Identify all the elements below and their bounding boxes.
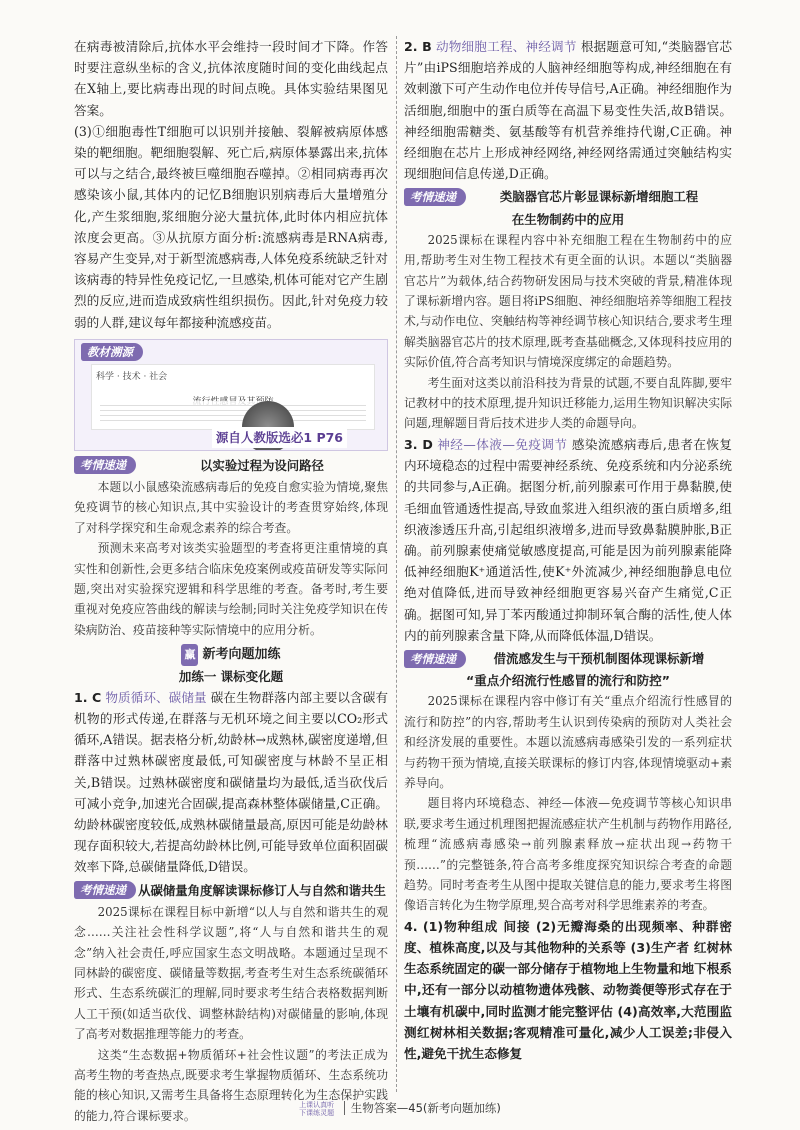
textbook-page-header: 科学 · 技术 · 社会: [96, 371, 168, 382]
question-2: [404, 36, 732, 184]
textbook-source-tag: 教材溯源: [81, 343, 143, 361]
textbook-page-image: [91, 364, 375, 430]
page-number: 生物答案—45(新考向题加练): [344, 1101, 501, 1115]
footer-logo-line1: 上课认真听: [299, 1100, 335, 1109]
question-1-text: 碳在生物群落内部主要以含碳有机物的形式传递,在群落与无机环境之间主要以CO₂形式循环,A错误。据表格分析,幼龄林→成熟林,碳密度递增,但群落中过熟林碳密度最低,可知碳密度与林龄不呈正相关,B错误。过熟林碳密度和碳储量均为最低,适当砍伐后可减小竞争,加速光合固碳,提高森林整体碳储量,C正确。幼龄林碳密度较低,成熟林碳储量最高,原因可能是幼龄林现存面积较大,若提高幼龄林比例,可能导致单位面积固碳效率下降,总碳储量降低,D错误。: [74, 689, 388, 875]
insight2-paragraph-2: 这类“生态数据+物质循环+社会性议题”的考法正成为高考生物的考查热点,既要求考生掌握物质循环、生态系统功能的核心知识,又需考生具备将生态原理转化为生态保护实践的能力,符合课标要求。: [74, 1047, 388, 1123]
insight3-title-line1: 类脑器官芯片彰显课标新增细胞工程: [499, 189, 699, 205]
question-4: [404, 916, 732, 1064]
insight2-header: [74, 880, 388, 901]
question-3: [404, 434, 732, 646]
insight4-paragraph-2: 题目将内环境稳态、神经—体液—免疫调节等核心知识串联,要求考生通过机理图把握流感症状产生机制与药物作用路径,梳理“流感病毒感染→前列腺素释放→症状出现→药物干预……”的完整链条,符合高考多维度探究知识综合考查的命题趋势。同时考查考生从图中提取关键信息的能力,要求考生将图像语言转化为生物学原理,契合高考对科学思维素养的考查。: [404, 796, 732, 913]
footer-logo: [299, 1101, 334, 1117]
insight3-paragraph-1: 2025课标在课程内容中补充细胞工程在生物制药中的应用,帮助考生对生物工程技术有更全面的认识。本题以“类脑器官芯片”为载体,结合药物研发困局与技术突破的背景,精准体现了课标新增内容。题目将iPS细胞、神经细胞培养等细胞工程技术,与动作电位、突触结构等神经调节核心知识结合,要求考生理解类脑器官芯片的技术原理,既考查基础概念,又体现科技应用的实际价值,符合高考知识与情境深度绑定的命题趋势。: [404, 232, 732, 370]
question-3-keywords: 神经—体液—免疫调节: [437, 436, 568, 452]
insight4-paragraph-1: 2025课标在课程内容中修订有关“重点介绍流行性感冒的流行和防控”的内容,帮助考生认识到传染病的预防对人类社会和经济发展的重要性。本题以流感病毒感染引发的一系列症状与药物干预为情境,直接关联课标的修订内容,体现情境驱动+素养导向。: [404, 694, 732, 790]
right-column: [404, 36, 732, 1064]
subsection-title: 加练一 课标变化题: [178, 668, 284, 684]
question-4-number: 4.: [404, 918, 418, 934]
textbook-page-text-lines: [100, 401, 366, 425]
insight4-tag: 考情速递: [404, 650, 466, 668]
question-1-keywords: 物质循环、碳储量: [105, 689, 207, 705]
textbook-source-box: [74, 339, 388, 451]
question-1: [74, 687, 388, 878]
question-3-text: 感染流感病毒后,患者在恢复内环境稳态的过程中需要神经系统、免疫系统和内分泌系统的共同参与,A正确。据图分析,前列腺素可作用于鼻黏膜,使毛细血管通透性提高,导致血浆进入组织液的蛋白质增多,组织液渗透压升高,引起组织液增多,进而导致鼻黏膜肿胀,B正确。前列腺素使痛觉敏感度提高,可能是因为前列腺素能降低神经细胞K⁺通道活性,使K⁺外流减少,神经细胞静息电位绝对值降低,进而导致神经细胞更容易兴奋产生痛觉,C正确。据图可知,异丁苯丙酸通过抑制环氧合酶的活性,使人体内的前列腺素含量下降,从而降低体温,D错误。: [404, 436, 732, 643]
insight4-title-line2: “重点介绍流行性感冒的流行和防控”: [466, 673, 670, 689]
insight4-title-line1: 借流感发生与干预机制图体现课标新增: [493, 650, 705, 666]
insight3-paragraph-2: 考生面对这类以前沿科技为背景的试题,不要自乱阵脚,要牢记教材中的技术原理,提升知识迁移能力,运用生物知识解决实际问题,理解题目背后技术进步人类的命题导向。: [404, 375, 732, 431]
textbook-source-caption: 源自人教版选必1 P76: [212, 427, 347, 448]
left-column: [74, 36, 388, 1126]
insight2-title: 从碳储量角度解读课标修订人与自然和谐共生: [138, 882, 386, 898]
answer-paragraph-2: (3)①细胞毒性T细胞可以识别并接触、裂解被病原体感染的靶细胞。靶细胞裂解、死亡后,病原体暴露出来,抗体可以与之结合,最终被巨噬细胞吞噬掉。②相同病毒再次感染该小鼠,其体内的记忆B细胞识别病毒后大量增殖分化,产生浆细胞,浆细胞分泌大量抗体,此时体内相应抗体浓度会更高。③从抗原方面分析:流感病毒是RNA病毒,容易产生变异,对于新型流感病毒,人体免疫系统缺乏针对该病毒的特异性免疫记忆,一旦感染,机体可能对它产生剧烈的反应,进而造成致病性组织损伤。因此,针对免疫力较弱的人群,建议每年都接种流感疫苗。: [74, 123, 388, 330]
insight3-tag: 考情速递: [404, 188, 466, 206]
insight1-title: 以实验过程为设问路径: [200, 457, 324, 473]
footer-logo-line2: 下课练灵题: [299, 1108, 335, 1117]
insight1-tag: 考情速递: [74, 456, 136, 474]
insight1-paragraph-1: 本题以小鼠感染流感病毒后的免疫自愈实验为情境,聚焦免疫调节的核心知识点,其中实验设计的考查贯穿始终,体现了对科学探究和生命观念素养的综合考查。: [74, 480, 388, 535]
insight2-tag: 考情速递: [74, 881, 136, 899]
section-banner: [74, 644, 388, 665]
column-divider: [396, 36, 397, 1092]
insight4-header: [404, 648, 732, 669]
answer-paragraph-1: 在病毒被清除后,抗体水平会维持一段时间才下降。作答时要注意纵坐标的含义,抗体浓度随时间的变化曲线起点在X轴上,要比病毒出现的时间点晚。具体实验结果图见答案。: [74, 39, 388, 118]
question-1-number: 1. C: [74, 689, 102, 705]
insight1-paragraph-2: 预测未来高考对该类实验题型的考查将更注重情境的真实性和创新性,会更多结合临床免疫案例或疫苗研发等实际问题,突出对实验探究逻辑和科学思维的考查。备考时,考生要重视对免疫应答曲线的解读与绘制;同时关注免疫学知识在传染病防治、疫苗接种等实际情境中的应用分析。: [74, 541, 388, 637]
insight2-paragraph-1: 2025课标在课程目标中新增“以人与自然和谐共生的观念……关注社会性科学议题”,将“人与自然和谐共生的观念”纳入社会责任,呼应国家生态文明战略。本题通过呈现不同林龄的碳密度、碳储量等数据,考查考生对生态系统碳循环形式、生态系统碳汇的理解,同时要求考生结合表格数据判断人工干预(如适当砍伐、调整林龄结构)对碳储量的影响,体现了高考对数据推理等能力的考查。: [74, 904, 388, 1042]
section-banner-title: 新考向题加练: [202, 647, 281, 663]
question-4-text: (1)物种组成 间接 (2)无瓣海桑的出现频率、种群密度、植株高度,以及与其他物种的关系等 (3)生产者 红树林生态系统固定的碳一部分储存于植物地上生物量和地下根系中,还有一部分以动植物遗体残骸、动物粪便等形式存在于土壤有机碳中,同时监测才能完整评估 (4)高效率,大范围监测红树林相关数据;客观精准可量化,减少人工误差;非侵入性,避免干扰生态修复: [404, 918, 732, 1062]
section-banner-icon: 赢: [181, 644, 198, 665]
question-3-number: 3. D: [404, 436, 433, 452]
page-footer: [0, 1100, 800, 1117]
question-2-text: 根据题意可知,“类脑器官芯片”由iPS细胞培养成的人脑神经细胞等构成,神经细胞在有效刺激下可产生动作电位并传导信号,A正确。神经细胞作为活细胞,细胞中的蛋白质等在高温下易变性失活,故B错误。神经细胞需糖类、氨基酸等有机营养维持代谢,C正确。神经细胞在芯片上形成神经网络,神经网络需通过突触结构实现细胞间信息传递,D正确。: [404, 39, 732, 182]
question-2-keywords: 动物细胞工程、神经调节: [435, 39, 577, 54]
question-2-number: 2. B: [404, 39, 432, 54]
insight3-title-line2: 在生物制药中的应用: [511, 211, 625, 227]
insight3-header: [404, 186, 732, 207]
insight1-header: [74, 455, 388, 476]
